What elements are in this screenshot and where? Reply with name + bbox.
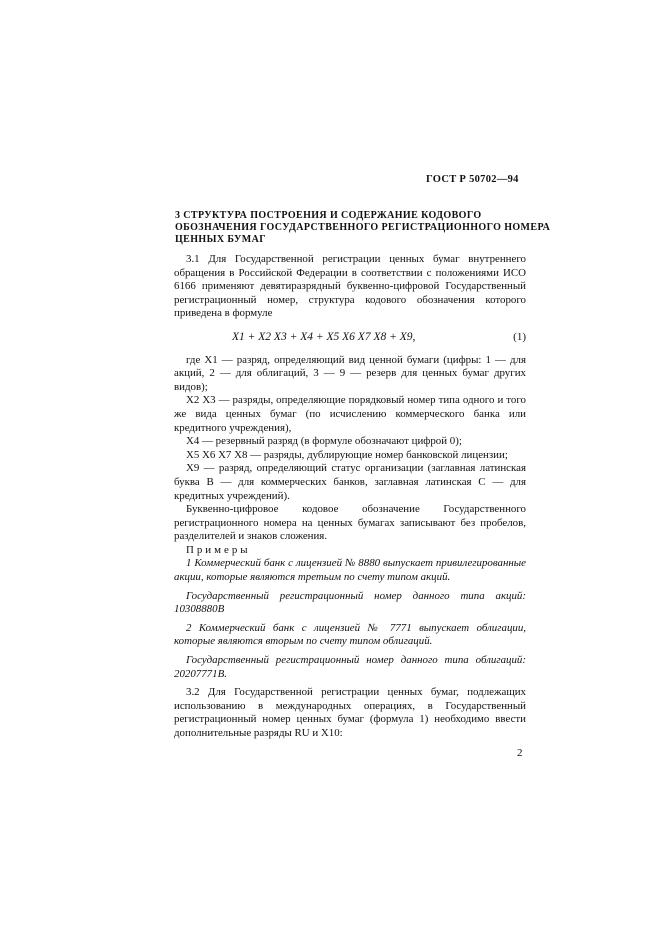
definition-x5-x8: X5 X6 X7 X8 — разряды, дублирующие номер банковской лицензии; [186,448,508,461]
document-body [174,253,526,741]
formula-number: (1) [513,330,526,343]
examples-heading: Примеры [186,543,251,556]
section-heading: 3 СТРУКТУРА ПОСТРОЕНИЯ И СОДЕРЖАНИЕ КОДОВОГО ОБОЗНАЧЕНИЯ ГОСУДАРСТВЕННОГО РЕГИСТРАЦИОННОГО НОМЕРА ЦЕННЫХ БУМАГ [175,210,551,245]
example-2-number: Государственный регистрационный номер данного типа облигаций: 20207771B. [174,654,526,680]
example-2: 2 Коммерческий банк с лицензией № 7771 выпускает облигации, которые являются вторым по счету типом облигаций. [174,621,526,648]
page-number: 2 [517,747,523,759]
example-1: 1 Коммерческий банк с лицензией № 8880 выпускает привилегированные акции, которые являются третьим по счету типом акций. [174,557,526,584]
formula-expression: X1 + X2 X3 + X4 + X5 X6 X7 X8 + X9, [232,330,416,343]
paragraph-3-1: 3.1 Для Государственной регистрации ценных бумаг внутреннего обращения в Российской Федерации в соответствии с положениями ИСО 6166 применяют девятиразрядный буквенно-цифровой Государственный регистрационный номер, структура кодового обозначения которого приведена в формуле [174,253,526,320]
definition-x9: X9 — разряд, определяющий статус организации (заглавная латинская буква B — для коммерческих банков, заглавная латинская C — для кредитных учреждений). [174,462,526,502]
definition-x1: где X1 — разряд, определяющий вид ценной бумаги (цифры: 1 — для акций, 2 — для облигаций, 3 — 9 — резерв для ценных бумаг других видов); [174,353,526,393]
code-note: Буквенно-цифровое кодовое обозначение Государственного регистрационного номера на ценных бумагах записывают без пробелов, разделителей и знаков сложения. [174,503,526,543]
example-1-number: Государственный регистрационный номер данного типа акций: 10308880B [174,589,526,616]
paragraph-3-2: 3.2 Для Государственной регистрации ценных бумаг, подлежащих использованию в международных операциях, в Государственный регистрационный номер ценных бумаг (формула 1) необходимо ввести дополнительные разряды RU и X10: [174,686,526,739]
formula-1 [174,331,526,345]
standard-code: ГОСТ Р 50702—94 [426,174,519,185]
definition-x4: X4 — резервный разряд (в формуле обозначают цифрой 0); [186,435,462,448]
definition-x2-x3: X2 X3 — разряды, определяющие порядковый номер типа одного и того же вида ценных бумаг (по исчислению коммерческого банка или кредитного учреждения), [174,394,526,434]
